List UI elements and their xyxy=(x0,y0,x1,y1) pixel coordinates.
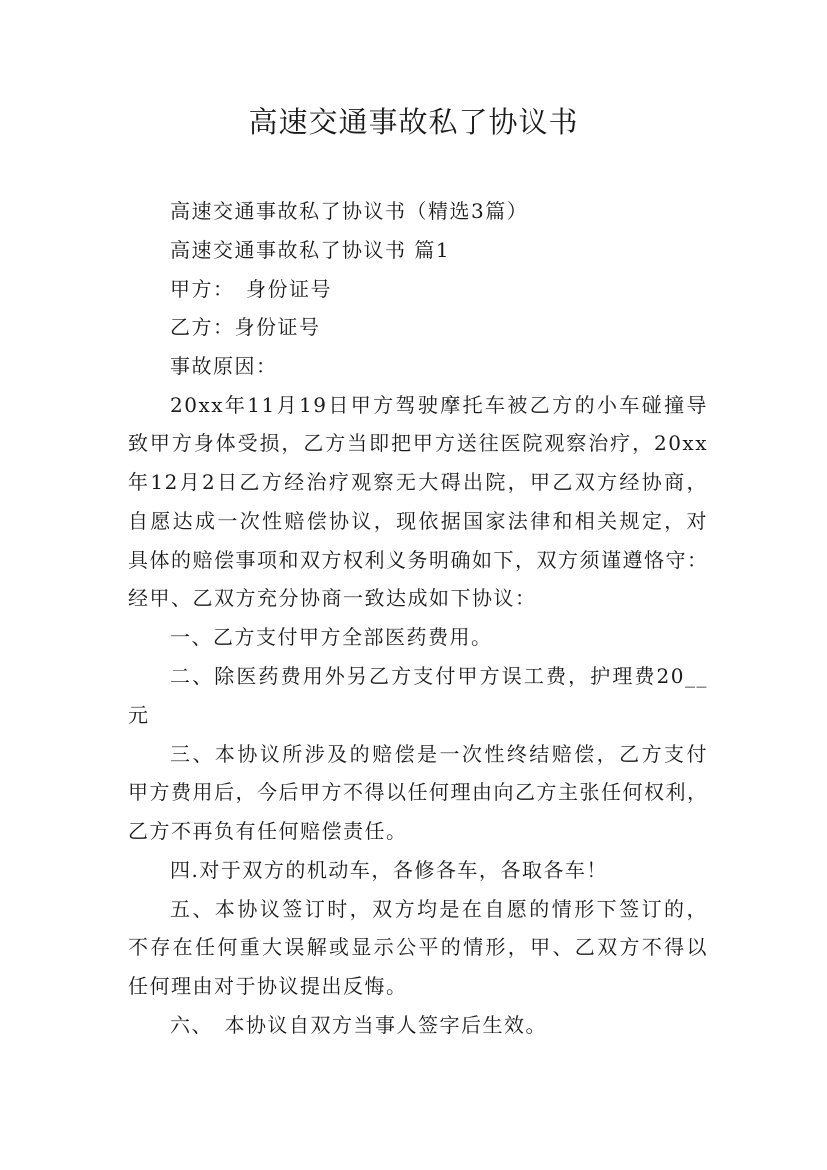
clause-1: 一、乙方支付甲方全部医药费用。 xyxy=(170,625,493,649)
body-line: 自愿达成一次性赔偿协议，现依据国家法律和相关规定，对 xyxy=(128,509,708,533)
clause-2: 二、除医药费用外另乙方支付甲方误工费，护理费20__ xyxy=(170,664,708,688)
clause-5-continued: 不存在任何重大误解或显示公平的情形，甲、乙双方不得以 xyxy=(128,935,708,959)
body-line: 经甲、乙双方充分协商一致达成如下协议： xyxy=(128,586,537,610)
body-line: 具体的赔偿事项和双方权利义务明确如下，双方须谨遵恪守： xyxy=(128,548,709,572)
clause-5: 五、本协议签订时，双方均是在自愿的情形下签订的， xyxy=(170,897,708,921)
body-line: 年12月2日乙方经治疗观察无大碍出院，甲乙双方经协商， xyxy=(128,470,708,494)
party-a-line: 甲方： 身份证号 xyxy=(170,277,332,301)
body-line: 20xx年11月19日甲方驾驶摩托车被乙方的小车碰撞导 xyxy=(170,393,708,417)
clause-3-continued: 甲方费用后，今后甲方不得以任何理由向乙方主张任何权利， xyxy=(128,780,709,804)
document-title: 高速交通事故私了协议书 xyxy=(248,105,579,139)
clause-3-continued: 乙方不再负有任何赔偿责任。 xyxy=(128,819,408,843)
party-b-line: 乙方：身份证号 xyxy=(170,315,321,339)
clause-3: 三、本协议所涉及的赔偿是一次性终结赔偿，乙方支付 xyxy=(170,742,708,766)
body-line: 致甲方身体受损，乙方当即把甲方送往医院观察治疗，20xx xyxy=(128,431,708,455)
clause-2-continued: 元 xyxy=(128,703,150,727)
clause-6: 六、 本协议自双方当事人签字后生效。 xyxy=(170,1013,547,1037)
clause-5-continued: 任何理由对于协议提出反悔。 xyxy=(128,974,408,998)
subtitle-line: 高速交通事故私了协议书（精选3篇） xyxy=(170,199,529,223)
accident-cause-label: 事故原因： xyxy=(170,354,278,378)
section-heading: 高速交通事故私了协议书 篇1 xyxy=(170,238,451,262)
clause-4: 四.对于双方的机动车，各修各车，各取各车！ xyxy=(170,858,608,882)
